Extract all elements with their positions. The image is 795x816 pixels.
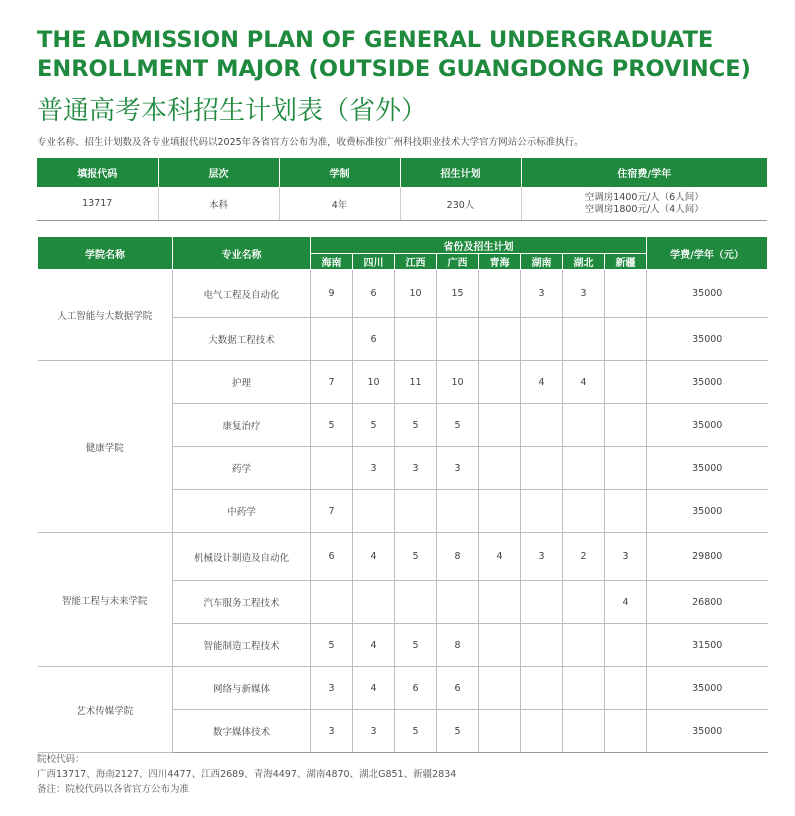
college-name-cell: 健康学院 xyxy=(38,361,173,533)
tuition-fee-cell: 29800 xyxy=(647,533,768,581)
plan-count-cell xyxy=(521,318,563,361)
plan-count-cell: 3 xyxy=(605,533,647,581)
plan-count-cell: 4 xyxy=(353,533,395,581)
plan-count-cell xyxy=(479,404,521,447)
plan-count-cell: 4 xyxy=(353,624,395,667)
header-province: 四川 xyxy=(353,254,395,270)
plan-count-cell: 2 xyxy=(563,533,605,581)
plan-count-cell: 6 xyxy=(437,667,479,710)
plan-count-cell: 6 xyxy=(395,667,437,710)
plan-count-cell xyxy=(605,667,647,710)
header-province: 海南 xyxy=(311,254,353,270)
plan-count-cell xyxy=(605,361,647,404)
plan-count-cell xyxy=(605,318,647,361)
plan-count-cell xyxy=(479,318,521,361)
major-name-cell: 汽车服务工程技术 xyxy=(173,581,311,624)
header-province: 湖南 xyxy=(521,254,563,270)
plan-count-cell xyxy=(563,490,605,533)
major-name-cell: 康复治疗 xyxy=(173,404,311,447)
major-name-cell: 大数据工程技术 xyxy=(173,318,311,361)
plan-count-cell xyxy=(563,581,605,624)
plan-count-cell: 5 xyxy=(395,533,437,581)
plan-count-cell xyxy=(605,270,647,318)
table-row xyxy=(38,270,768,318)
plan-count-cell: 10 xyxy=(353,361,395,404)
plan-count-cell xyxy=(479,447,521,490)
plan-count-cell: 5 xyxy=(395,710,437,753)
plan-count-cell: 3 xyxy=(311,710,353,753)
plan-count-cell: 5 xyxy=(353,404,395,447)
table-row xyxy=(38,361,768,404)
header-province: 新疆 xyxy=(605,254,647,270)
plan-count-cell xyxy=(479,624,521,667)
plan-count-cell xyxy=(563,318,605,361)
top-note: 专业名称、招生计划数及各专业填报代码以2025年各省官方公布为准，收费标准按广州科技职业技术大学官方网站公示标准执行。 xyxy=(37,137,584,148)
major-name-cell: 中药学 xyxy=(173,490,311,533)
plan-count-cell: 3 xyxy=(353,447,395,490)
admission-plan-table xyxy=(37,236,768,753)
summary-header-code: 填报代码 xyxy=(37,158,158,187)
plan-count-cell: 5 xyxy=(437,710,479,753)
title-chinese: 普通高考本科招生计划表（省外） xyxy=(37,96,428,126)
plan-count-cell xyxy=(479,581,521,624)
tuition-fee-cell: 35000 xyxy=(647,404,768,447)
plan-count-cell xyxy=(479,667,521,710)
footer-line: 备注：院校代码以各省官方公布为准 xyxy=(37,784,190,795)
plan-count-cell xyxy=(521,447,563,490)
plan-count-cell xyxy=(563,404,605,447)
plan-count-cell xyxy=(353,490,395,533)
summary-table xyxy=(37,158,767,221)
summary-header-accommodation: 住宿费/学年 xyxy=(521,158,767,187)
plan-count-cell xyxy=(563,624,605,667)
table-row xyxy=(38,533,768,581)
plan-count-cell: 5 xyxy=(437,404,479,447)
tuition-fee-cell: 31500 xyxy=(647,624,768,667)
table-row xyxy=(38,667,768,710)
plan-count-cell: 3 xyxy=(437,447,479,490)
plan-count-cell xyxy=(479,490,521,533)
footer-line: 院校代码： xyxy=(37,754,85,765)
plan-count-cell xyxy=(311,447,353,490)
header-province: 湖北 xyxy=(563,254,605,270)
plan-count-cell: 4 xyxy=(479,533,521,581)
plan-count-cell xyxy=(605,490,647,533)
summary-header-duration: 学制 xyxy=(279,158,400,187)
plan-count-cell xyxy=(479,270,521,318)
plan-count-cell: 5 xyxy=(395,404,437,447)
table-header-row xyxy=(38,237,768,254)
major-name-cell: 网络与新媒体 xyxy=(173,667,311,710)
plan-count-cell: 3 xyxy=(311,667,353,710)
plan-count-cell: 15 xyxy=(437,270,479,318)
tuition-fee-cell: 35000 xyxy=(647,667,768,710)
plan-count-cell xyxy=(521,624,563,667)
plan-count-cell xyxy=(437,490,479,533)
tuition-fee-cell: 35000 xyxy=(647,710,768,753)
college-name-cell: 艺术传媒学院 xyxy=(38,667,173,753)
plan-count-cell xyxy=(521,404,563,447)
major-name-cell: 智能制造工程技术 xyxy=(173,624,311,667)
plan-count-cell xyxy=(521,490,563,533)
summary-code: 13717 xyxy=(37,187,158,221)
plan-count-cell: 8 xyxy=(437,624,479,667)
plan-count-cell: 5 xyxy=(395,624,437,667)
plan-count-cell xyxy=(605,624,647,667)
header-province: 青海 xyxy=(479,254,521,270)
footer-line: 广西13717、海南2127、四川4477、江西2689、青海4497、湖南4870、湖北G851、新疆2834 xyxy=(37,769,457,780)
plan-count-cell: 3 xyxy=(395,447,437,490)
plan-count-cell: 5 xyxy=(311,404,353,447)
plan-count-cell xyxy=(311,318,353,361)
header-major: 专业名称 xyxy=(173,237,311,270)
major-name-cell: 数字媒体技术 xyxy=(173,710,311,753)
plan-count-cell xyxy=(563,667,605,710)
plan-count-cell: 8 xyxy=(437,533,479,581)
plan-count-cell: 11 xyxy=(395,361,437,404)
plan-count-cell xyxy=(605,710,647,753)
header-fee: 学费/学年（元） xyxy=(647,237,768,270)
header-college: 学院名称 xyxy=(38,237,173,270)
plan-count-cell xyxy=(521,581,563,624)
plan-count-cell xyxy=(521,667,563,710)
plan-count-cell: 4 xyxy=(605,581,647,624)
plan-count-cell xyxy=(437,318,479,361)
summary-header-plan: 招生计划 xyxy=(400,158,521,187)
plan-count-cell: 4 xyxy=(521,361,563,404)
summary-row xyxy=(37,187,767,221)
plan-count-cell xyxy=(353,581,395,624)
plan-count-cell xyxy=(395,318,437,361)
major-name-cell: 电气工程及自动化 xyxy=(173,270,311,318)
plan-count-cell xyxy=(563,447,605,490)
major-name-cell: 机械设计制造及自动化 xyxy=(173,533,311,581)
plan-count-cell: 3 xyxy=(563,270,605,318)
plan-count-cell xyxy=(479,710,521,753)
header-province: 江西 xyxy=(395,254,437,270)
plan-count-cell: 10 xyxy=(437,361,479,404)
plan-count-cell: 4 xyxy=(563,361,605,404)
accommodation-option: 空调房1400元/人（6人间） xyxy=(584,191,704,203)
plan-count-cell: 7 xyxy=(311,361,353,404)
college-name-cell: 智能工程与未来学院 xyxy=(38,533,173,667)
tuition-fee-cell: 35000 xyxy=(647,447,768,490)
tuition-fee-cell: 35000 xyxy=(647,490,768,533)
major-name-cell: 药学 xyxy=(173,447,311,490)
major-name-cell: 护理 xyxy=(173,361,311,404)
summary-header-row xyxy=(37,158,767,187)
plan-count-cell xyxy=(395,581,437,624)
plan-count-cell: 4 xyxy=(353,667,395,710)
plan-count-cell: 9 xyxy=(311,270,353,318)
plan-count-cell: 3 xyxy=(521,533,563,581)
college-name-cell: 人工智能与大数据学院 xyxy=(38,270,173,361)
plan-count-cell: 6 xyxy=(311,533,353,581)
plan-count-cell: 3 xyxy=(353,710,395,753)
plan-count-cell: 6 xyxy=(353,270,395,318)
tuition-fee-cell: 35000 xyxy=(647,361,768,404)
summary-duration: 4年 xyxy=(279,187,400,221)
summary-level: 本科 xyxy=(158,187,279,221)
summary-header-level: 层次 xyxy=(158,158,279,187)
plan-count-cell xyxy=(479,361,521,404)
plan-count-cell xyxy=(605,447,647,490)
table-body xyxy=(38,270,768,753)
plan-count-cell: 5 xyxy=(311,624,353,667)
plan-count-cell: 7 xyxy=(311,490,353,533)
plan-count-cell: 3 xyxy=(521,270,563,318)
summary-plan: 230人 xyxy=(400,187,521,221)
plan-count-cell xyxy=(605,404,647,447)
title-english: THE ADMISSION PLAN OF GENERAL UNDERGRADUATE ENROLLMENT MAJOR (OUTSIDE GUANGDONG PROVINCE) xyxy=(37,27,751,82)
footer-notes xyxy=(37,752,456,797)
tuition-fee-cell: 35000 xyxy=(647,270,768,318)
header-province: 广西 xyxy=(437,254,479,270)
plan-count-cell xyxy=(437,581,479,624)
plan-count-cell xyxy=(563,710,605,753)
plan-count-cell xyxy=(395,490,437,533)
accommodation-option: 空调房1800元/人（4人间） xyxy=(584,203,704,215)
plan-count-cell: 6 xyxy=(353,318,395,361)
plan-count-cell: 10 xyxy=(395,270,437,318)
plan-count-cell xyxy=(311,581,353,624)
tuition-fee-cell: 26800 xyxy=(647,581,768,624)
plan-count-cell xyxy=(521,710,563,753)
header-provinces-group: 省份及招生计划 xyxy=(311,237,647,254)
summary-accommodation xyxy=(521,187,767,221)
tuition-fee-cell: 35000 xyxy=(647,318,768,361)
